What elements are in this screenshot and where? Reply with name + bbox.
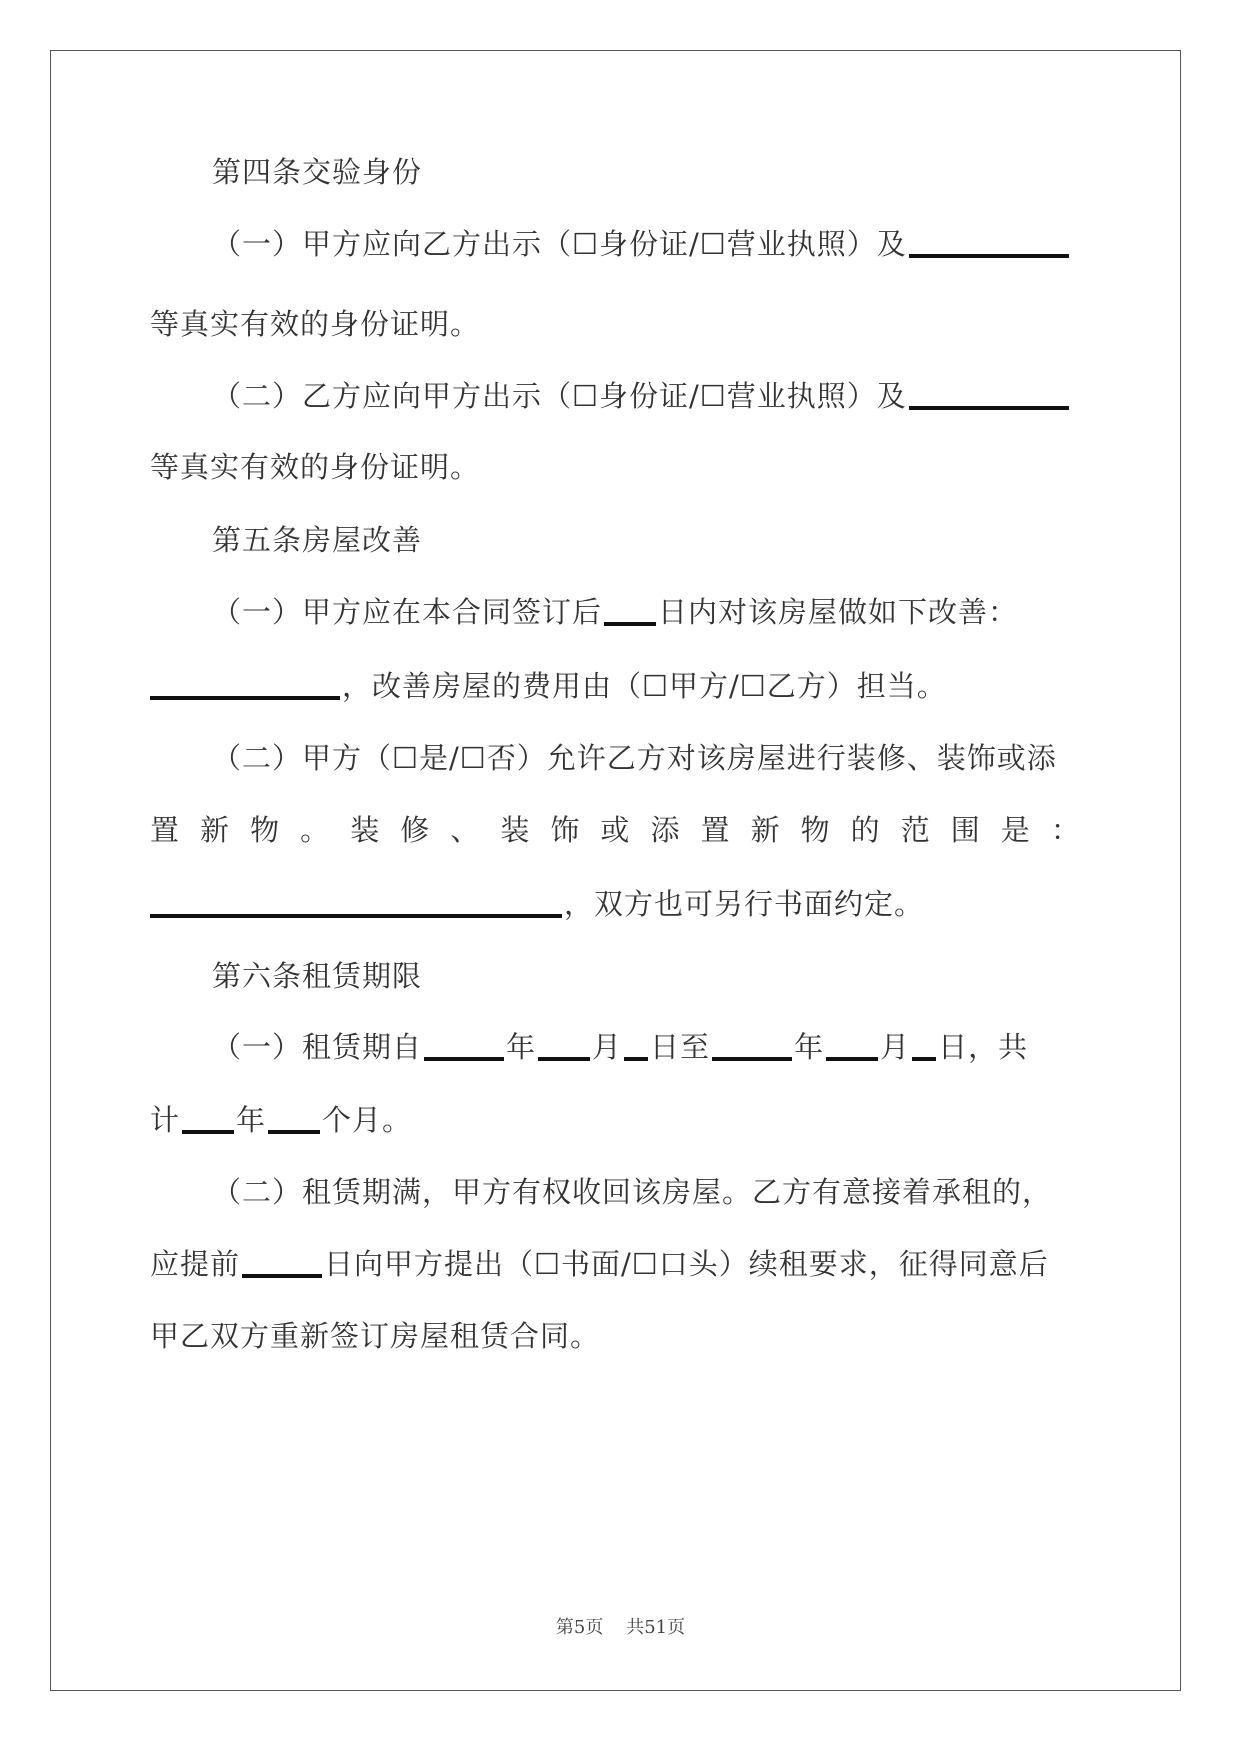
fill-blank[interactable] [242, 1246, 322, 1278]
fill-blank[interactable] [624, 1029, 648, 1061]
article-4-clause-2-cont: 等真实有效的身份证明。 [150, 450, 481, 484]
page-number: 5 [573, 1617, 586, 1638]
justified-char: 新 [750, 813, 780, 847]
fill-blank[interactable] [538, 1029, 590, 1061]
justified-char: 。 [300, 813, 330, 847]
justified-char: 物 [250, 813, 280, 847]
justified-char: 装 [500, 813, 530, 847]
article-6-clause-2-end: 甲乙双方重新签订房屋租赁合同。 [150, 1319, 601, 1353]
clause-text: （一）甲方应在本合同签订后 [212, 595, 603, 629]
fill-blank[interactable] [150, 886, 562, 918]
justified-char: 置 [150, 813, 180, 847]
justified-char: 、 [450, 813, 480, 847]
justified-char: 或 [600, 813, 630, 847]
year-label: 年 [236, 1103, 267, 1137]
clause-text: （一）甲方应向乙方出示（☐身份证/☐营业执照）及 [212, 227, 907, 261]
total-pages: 51 [644, 1617, 668, 1638]
fill-blank[interactable] [909, 378, 1069, 410]
clause-text: 个月。 [322, 1103, 413, 1137]
article-5-clause-1 [212, 592, 1080, 632]
clause-text: ，改善房屋的费用由（☐甲方/☐乙方）担当。 [342, 669, 947, 703]
article-5-clause-2-end [150, 884, 1080, 924]
fill-blank[interactable] [268, 1102, 320, 1134]
article-6-clause-2: （二）租赁期满，甲方有权收回该房屋。乙方有意接着承租的， [212, 1175, 1053, 1209]
article-5-title: 第五条房屋改善 [212, 523, 423, 557]
fill-blank[interactable] [424, 1029, 504, 1061]
total-label-post: 页 [667, 1617, 686, 1638]
justified-char: 饰 [550, 813, 580, 847]
justified-char: 范 [900, 813, 930, 847]
clause-text: 应提前 [150, 1247, 241, 1281]
page-label-pre: 第 [555, 1617, 574, 1638]
justified-char: 围 [950, 813, 980, 847]
clause-text: （二）乙方应向甲方出示（☐身份证/☐营业执照）及 [212, 379, 907, 413]
article-6-clause-1 [212, 1027, 1080, 1067]
justified-char: 装 [350, 813, 380, 847]
article-5-clause-1-cont [150, 666, 1080, 706]
article-4-clause-1 [212, 224, 1080, 264]
year-label: 年 [794, 1030, 825, 1064]
justified-char: 的 [850, 813, 880, 847]
clause-text: 计 [150, 1103, 181, 1137]
justified-char: 物 [800, 813, 830, 847]
justified-char: 新 [200, 813, 230, 847]
total-label-pre: 共 [626, 1617, 645, 1638]
justified-char: 置 [700, 813, 730, 847]
justified-char: ： [1050, 813, 1080, 847]
fill-blank[interactable] [182, 1102, 234, 1134]
clause-text: 日，共 [938, 1030, 1029, 1064]
article-6-clause-2-cont [150, 1244, 1080, 1284]
clause-text: 日内对该房屋做如下改善： [658, 595, 1019, 629]
article-6-title: 第六条租赁期限 [212, 959, 423, 993]
fill-blank[interactable] [712, 1029, 792, 1061]
year-label: 年 [506, 1030, 537, 1064]
justified-char: 是 [1000, 813, 1030, 847]
article-4-clause-2 [212, 376, 1080, 416]
month-label: 月 [880, 1030, 911, 1064]
clause-text: 日至 [650, 1030, 711, 1064]
article-5-clause-2-cont [150, 810, 1080, 850]
justified-char: 添 [650, 813, 680, 847]
justified-char: 修 [400, 813, 430, 847]
page-border [50, 50, 1181, 1691]
page-footer [0, 1616, 1241, 1640]
clause-text: （一）租赁期自 [212, 1030, 423, 1064]
article-6-clause-1-cont [150, 1100, 1080, 1140]
article-5-clause-2: （二）甲方（☐是/☐否）允许乙方对该房屋进行装修、装饰或添 [212, 741, 1057, 775]
fill-blank[interactable] [909, 226, 1069, 258]
article-4-clause-1-cont: 等真实有效的身份证明。 [150, 307, 481, 341]
fill-blank[interactable] [826, 1029, 878, 1061]
page-label-post: 页 [585, 1617, 604, 1638]
article-4-title: 第四条交验身份 [212, 155, 423, 189]
clause-text: 日向甲方提出（☐书面/☐口头）续租要求，征得同意后 [324, 1247, 1049, 1281]
fill-blank[interactable] [912, 1029, 936, 1061]
fill-blank[interactable] [150, 668, 340, 700]
fill-blank[interactable] [604, 594, 656, 626]
month-label: 月 [592, 1030, 623, 1064]
clause-text: ，双方也可另行书面约定。 [564, 887, 925, 921]
